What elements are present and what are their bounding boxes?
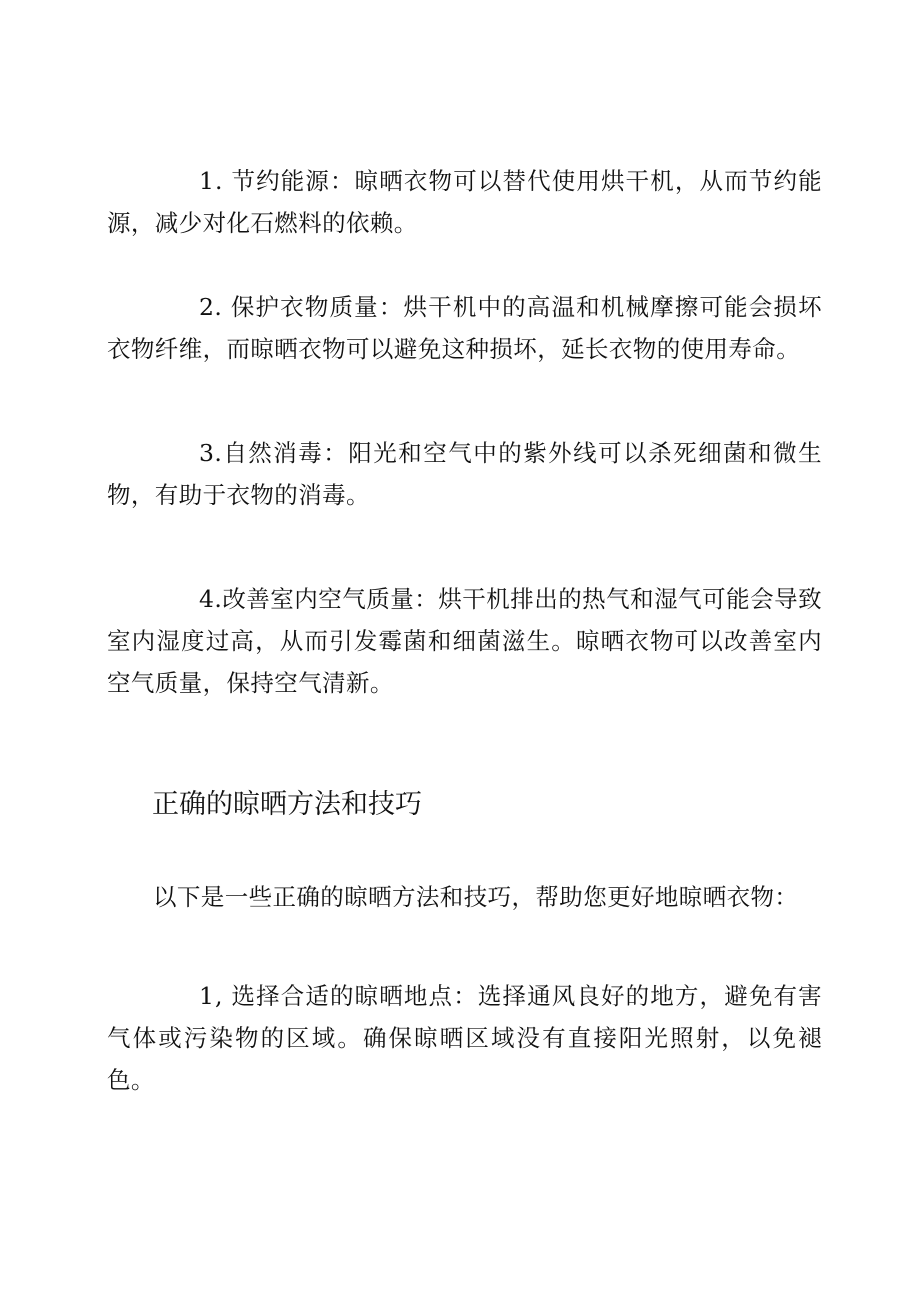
benefit-text-2: . 保护衣物质量：烘干机中的高温和机械摩擦可能会损坏衣物纤维，而晾晒衣物可以避免这种损坏，延长衣物的使用寿命。 bbox=[107, 293, 822, 363]
benefit-number-4: 4 bbox=[199, 585, 215, 613]
benefit-number-3: 3 bbox=[199, 439, 215, 467]
tip-item-1 bbox=[107, 975, 822, 1101]
benefit-text-3: .自然消毒：阳光和空气中的紫外线可以杀死细菌和微生物，有助于衣物的消毒。 bbox=[107, 439, 822, 509]
benefit-item-2 bbox=[107, 286, 822, 370]
benefit-number-1: 1 bbox=[199, 167, 215, 195]
benefit-item-1 bbox=[107, 160, 822, 244]
tip-text-1: , 选择合适的晾晒地点：选择通风良好的地方，避免有害气体或污染物的区域。确保晾晒区域没有直接阳光照射，以免褪色。 bbox=[107, 982, 822, 1094]
benefit-item-3 bbox=[107, 432, 822, 516]
benefit-text-4: .改善室内空气质量：烘干机排出的热气和湿气可能会导致室内湿度过高，从而引发霉菌和细菌滋生。晾晒衣物可以改善室内空气质量，保持空气清新。 bbox=[107, 585, 822, 697]
benefit-number-2: 2 bbox=[199, 293, 215, 321]
benefit-text-1: . 节约能源：晾晒衣物可以替代使用烘干机，从而节约能源，减少对化石燃料的依赖。 bbox=[107, 167, 822, 237]
section-intro: 以下是一些正确的晾晒方法和技巧，帮助您更好地晾晒衣物： bbox=[153, 883, 799, 911]
benefit-item-4 bbox=[107, 578, 822, 704]
section-heading: 正确的晾晒方法和技巧 bbox=[152, 789, 422, 820]
tip-number-1: 1 bbox=[199, 982, 215, 1010]
